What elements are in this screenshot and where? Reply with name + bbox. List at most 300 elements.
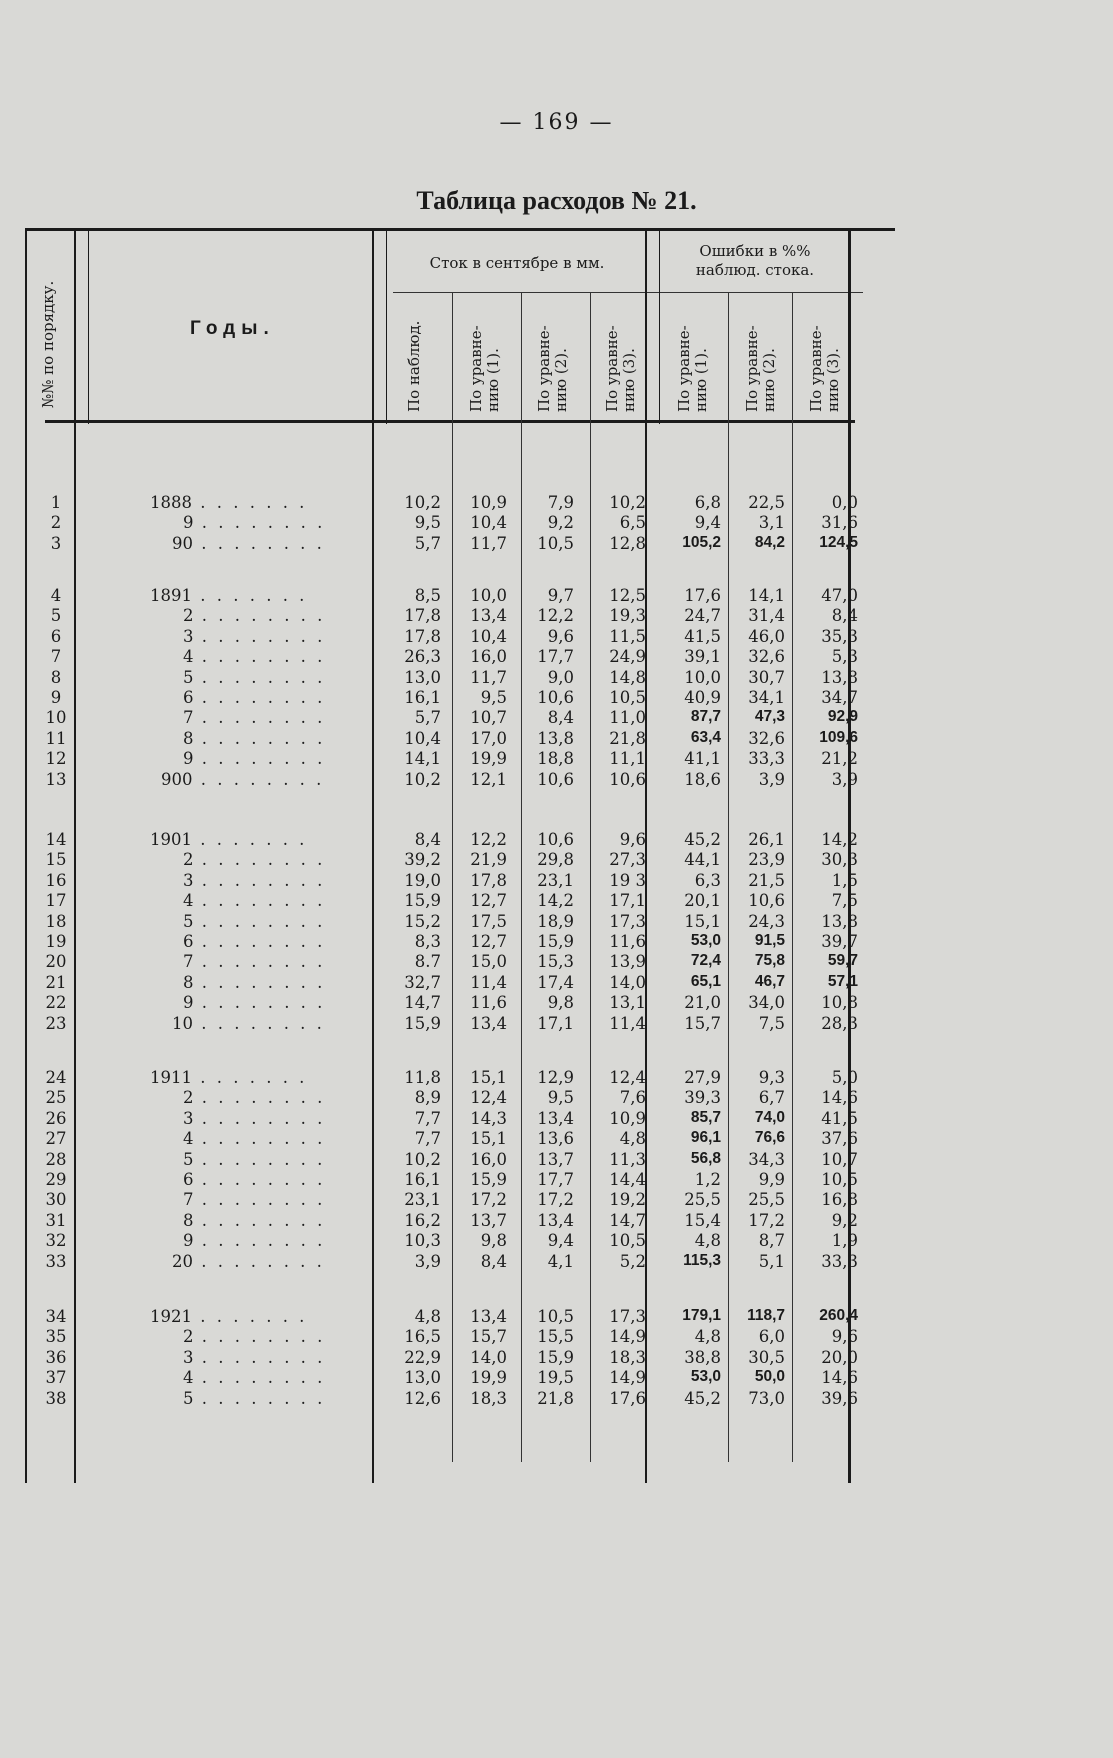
row-number: 26 <box>45 1108 67 1128</box>
value-cell: 5,7 <box>414 533 441 553</box>
leader-dots: . . . . . . . <box>192 1068 308 1087</box>
value-cell: 9,6 <box>831 1327 858 1347</box>
value-cell: 11,5 <box>609 626 646 646</box>
table-row <box>0 1211 1113 1231</box>
value-cell: 32,6 <box>748 647 785 667</box>
value-cell: 18,8 <box>537 749 574 769</box>
row-number: 23 <box>45 1013 67 1033</box>
header-eq2-error-b: нию (2). <box>760 348 779 412</box>
row-year <box>150 1252 382 1271</box>
value-cell: 31,6 <box>821 513 858 533</box>
row-year <box>150 830 360 849</box>
value-cell: 21,9 <box>470 850 507 870</box>
row-year <box>150 1109 393 1128</box>
year-label: 6 <box>183 932 194 951</box>
value-cell: 8,4 <box>547 708 574 728</box>
year-label: 90 <box>172 533 193 553</box>
value-cell: 17,3 <box>609 1307 646 1326</box>
year-label: 2 <box>183 606 194 626</box>
value-cell: 8.7 <box>414 952 441 972</box>
year-label: 1921 <box>150 1307 192 1326</box>
row-year <box>150 627 393 646</box>
value-cell: 3,1 <box>758 513 785 533</box>
value-cell: 10,5 <box>609 688 646 707</box>
value-cell: 12,6 <box>404 1388 441 1408</box>
value-cell: 13,7 <box>537 1149 574 1169</box>
value-cell: 72,4 <box>690 952 721 970</box>
value-cell: 29,8 <box>537 850 574 870</box>
header-eq3-error-b: нию (3). <box>824 348 843 412</box>
value-cell: 19 3 <box>609 870 646 890</box>
row-year <box>150 586 360 605</box>
row-year <box>150 668 393 687</box>
row-year <box>150 1150 393 1169</box>
header-eq1-error-a: По уравне- <box>675 325 693 412</box>
value-cell: 39,6 <box>821 1388 858 1408</box>
value-cell: 9,7 <box>547 586 574 605</box>
value-cell: 12,7 <box>470 891 507 911</box>
value-cell: 13,4 <box>470 606 507 626</box>
value-cell: 15,9 <box>404 891 441 911</box>
value-cell: 21,8 <box>609 728 646 748</box>
value-cell: 4,1 <box>547 1251 574 1271</box>
row-year <box>150 973 393 992</box>
table-row <box>0 871 1113 891</box>
value-cell: 56,8 <box>690 1149 721 1167</box>
value-cell: 75,8 <box>754 952 785 970</box>
row-year <box>150 1211 393 1230</box>
value-cell: 118,7 <box>747 1307 785 1324</box>
header-runoff-group: Сток в сентябре в мм. <box>429 254 605 272</box>
table-row <box>0 1068 1113 1088</box>
row-year <box>150 1368 393 1387</box>
year-label: 3 <box>183 1347 194 1367</box>
header-eq3-error <box>808 325 843 412</box>
row-number: 12 <box>45 749 67 769</box>
value-cell: 16,0 <box>470 1149 507 1169</box>
value-cell: 6,0 <box>758 1327 785 1347</box>
row-number: 6 <box>50 626 62 646</box>
value-cell: 16,1 <box>404 688 441 707</box>
value-cell: 34,0 <box>748 993 785 1013</box>
value-cell: 32,7 <box>404 972 441 992</box>
row-number: 28 <box>45 1149 67 1169</box>
row-number: 35 <box>45 1327 67 1347</box>
table-row <box>0 1170 1113 1190</box>
table-row <box>0 1088 1113 1108</box>
value-cell: 46,0 <box>748 626 785 646</box>
row-year <box>150 912 393 931</box>
value-cell: 124,5 <box>819 533 858 551</box>
row-year <box>150 534 382 553</box>
value-cell: 13,6 <box>537 1129 574 1149</box>
year-label: 9 <box>183 1231 194 1251</box>
year-label: 900 <box>161 769 193 789</box>
row-year <box>150 493 360 512</box>
value-cell: 19,2 <box>609 1190 646 1210</box>
table-row <box>0 668 1113 688</box>
value-cell: 10,5 <box>537 533 574 553</box>
value-cell: 14,4 <box>609 1170 646 1189</box>
year-label: 8 <box>183 1210 194 1230</box>
value-cell: 14,9 <box>609 1368 646 1388</box>
value-cell: 3,9 <box>831 769 858 789</box>
value-cell: 14,1 <box>748 586 785 605</box>
value-cell: 13,4 <box>537 1108 574 1128</box>
value-cell: 45,2 <box>684 1388 721 1408</box>
row-number: 7 <box>50 647 62 667</box>
value-cell: 8,3 <box>414 932 441 951</box>
value-cell: 19,0 <box>404 870 441 890</box>
value-cell: 85,7 <box>690 1108 721 1126</box>
value-cell: 30,7 <box>748 667 785 687</box>
row-number: 8 <box>50 667 62 687</box>
value-cell: 15,9 <box>537 932 574 951</box>
leader-dots: . . . . . . . . <box>193 1013 325 1033</box>
value-cell: 11,7 <box>470 667 507 687</box>
value-cell: 13,7 <box>470 1210 507 1230</box>
value-cell: 65,1 <box>690 972 721 990</box>
value-cell: 14,0 <box>609 972 646 992</box>
leader-dots: . . . . . . . . <box>193 1210 326 1230</box>
value-cell: 84,2 <box>754 533 785 551</box>
leader-dots: . . . . . . . . <box>193 972 326 992</box>
value-cell: 12,8 <box>609 533 646 553</box>
value-cell: 12,7 <box>470 932 507 951</box>
row-number: 13 <box>45 769 67 789</box>
value-cell: 11,4 <box>470 972 507 992</box>
value-cell: 15,9 <box>470 1170 507 1189</box>
value-cell: 45,2 <box>684 830 721 849</box>
leader-dots: . . . . . . . . <box>193 1149 326 1169</box>
leader-dots: . . . . . . . . <box>193 728 326 748</box>
header-eq1-runoff <box>468 325 503 412</box>
value-cell: 47,3 <box>754 708 785 726</box>
value-cell: 41,5 <box>821 1108 858 1128</box>
table-row <box>0 1389 1113 1409</box>
value-cell: 10,6 <box>537 769 574 789</box>
value-cell: 11,6 <box>470 993 507 1013</box>
value-cell: 6,5 <box>619 513 646 533</box>
table-row <box>0 749 1113 769</box>
value-cell: 23,1 <box>537 870 574 890</box>
value-cell: 15,9 <box>404 1013 441 1033</box>
row-number: 24 <box>45 1068 67 1087</box>
value-cell: 16,8 <box>821 1190 858 1210</box>
row-year <box>150 850 393 869</box>
value-cell: 17,4 <box>537 972 574 992</box>
value-cell: 10,9 <box>470 493 507 512</box>
value-cell: 3,9 <box>414 1251 441 1271</box>
value-cell: 15,0 <box>470 952 507 972</box>
value-cell: 21,0 <box>684 993 721 1013</box>
value-cell: 26,1 <box>748 830 785 849</box>
value-cell: 14,2 <box>821 830 858 849</box>
leader-dots: . . . . . . . . <box>193 870 326 890</box>
header-errors-group <box>660 242 850 280</box>
value-cell: 11,0 <box>609 708 646 728</box>
value-cell: 50,0 <box>754 1368 785 1386</box>
table-row <box>0 993 1113 1013</box>
value-cell: 9,4 <box>694 513 721 533</box>
value-cell: 13,0 <box>404 1368 441 1388</box>
year-label: 3 <box>183 870 194 890</box>
value-cell: 4,8 <box>694 1231 721 1251</box>
value-cell: 34,3 <box>748 1149 785 1169</box>
value-cell: 47,0 <box>821 586 858 605</box>
value-cell: 39,1 <box>684 647 721 667</box>
value-cell: 10,7 <box>470 708 507 728</box>
value-cell: 14,9 <box>609 1327 646 1347</box>
value-cell: 5,0 <box>831 1068 858 1087</box>
leader-dots: . . . . . . . . <box>193 626 326 646</box>
value-cell: 16,1 <box>404 1170 441 1189</box>
row-number: 15 <box>45 850 67 870</box>
value-cell: 38,8 <box>684 1347 721 1367</box>
value-cell: 14,7 <box>404 993 441 1013</box>
value-cell: 19,3 <box>609 606 646 626</box>
value-cell: 19,5 <box>537 1368 574 1388</box>
header-eq1-error-b: нию (1). <box>692 348 711 412</box>
value-cell: 10,8 <box>821 993 858 1013</box>
table-row <box>0 1327 1113 1347</box>
year-label: 3 <box>183 626 194 646</box>
year-label: 3 <box>183 1108 194 1128</box>
row-year <box>150 932 393 951</box>
value-cell: 9,2 <box>831 1210 858 1230</box>
table-row <box>0 606 1113 626</box>
table-row <box>0 1368 1113 1388</box>
leader-dots: . . . . . . . . <box>193 647 326 667</box>
year-label: 1888 <box>150 493 192 512</box>
value-cell: 13,1 <box>609 993 646 1013</box>
leader-dots: . . . . . . . . <box>193 749 326 769</box>
value-cell: 7,5 <box>758 1013 785 1033</box>
year-label: 9 <box>183 749 194 769</box>
value-cell: 17,1 <box>609 891 646 911</box>
leader-dots: . . . . . . . . <box>193 932 326 951</box>
value-cell: 46,7 <box>754 972 785 990</box>
table-row <box>0 627 1113 647</box>
value-cell: 28,3 <box>821 1013 858 1033</box>
table-row <box>0 830 1113 850</box>
value-cell: 3,9 <box>758 769 785 789</box>
row-year <box>150 1014 382 1033</box>
header-eq3-runoff-b: нию (3). <box>620 348 639 412</box>
row-year <box>150 993 393 1012</box>
value-cell: 15,1 <box>684 911 721 931</box>
value-cell: 10,2 <box>404 769 441 789</box>
row-year <box>150 513 393 532</box>
value-cell: 1,5 <box>831 870 858 890</box>
header-num: №№ по порядку. <box>39 280 57 408</box>
row-year <box>150 749 393 768</box>
value-cell: 9,4 <box>547 1231 574 1251</box>
table-row <box>0 850 1113 870</box>
value-cell: 15,7 <box>470 1327 507 1347</box>
value-cell: 35,3 <box>821 626 858 646</box>
value-cell: 13,4 <box>537 1210 574 1230</box>
value-cell: 33,3 <box>821 1251 858 1271</box>
value-cell: 9,9 <box>758 1170 785 1189</box>
leader-dots: . . . . . . . . <box>193 688 326 707</box>
value-cell: 105,2 <box>682 533 721 551</box>
year-label: 7 <box>183 708 194 728</box>
value-cell: 34,7 <box>821 688 858 707</box>
value-cell: 57,1 <box>827 972 858 990</box>
value-cell: 18,3 <box>470 1388 507 1408</box>
value-cell: 31,4 <box>748 606 785 626</box>
row-number: 10 <box>45 708 67 728</box>
value-cell: 12,1 <box>470 769 507 789</box>
value-cell: 10,4 <box>404 728 441 748</box>
value-cell: 23,9 <box>748 850 785 870</box>
value-cell: 34,1 <box>748 688 785 707</box>
row-number: 4 <box>50 586 62 605</box>
value-cell: 25,5 <box>748 1190 785 1210</box>
header-eq2-runoff-b: нию (2). <box>552 348 571 412</box>
value-cell: 6,7 <box>758 1088 785 1108</box>
year-label: 4 <box>183 647 194 667</box>
row-number: 22 <box>45 993 67 1013</box>
value-cell: 39,2 <box>404 850 441 870</box>
value-cell: 13,9 <box>609 952 646 972</box>
table-row <box>0 513 1113 533</box>
value-cell: 17,8 <box>404 606 441 626</box>
value-cell: 21,5 <box>748 870 785 890</box>
value-cell: 14,6 <box>821 1088 858 1108</box>
row-year <box>150 1348 393 1367</box>
leader-dots: . . . . . . . . <box>193 1170 326 1189</box>
table-row <box>0 534 1113 554</box>
table-row <box>0 912 1113 932</box>
leader-dots: . . . . . . . . <box>193 1088 326 1108</box>
leader-dots: . . . . . . . . <box>193 708 326 728</box>
row-year <box>150 606 393 625</box>
value-cell: 32,6 <box>748 728 785 748</box>
value-cell: 14,6 <box>821 1368 858 1388</box>
value-cell: 17,6 <box>684 586 721 605</box>
value-cell: 40,9 <box>684 688 721 707</box>
value-cell: 9,8 <box>480 1231 507 1251</box>
value-cell: 9,2 <box>547 513 574 533</box>
value-cell: 10,5 <box>609 1231 646 1251</box>
header-eq1-runoff-b: нию (1). <box>484 348 503 412</box>
table-row <box>0 647 1113 667</box>
table-row <box>0 932 1113 952</box>
header-errors-line2: наблюд. стока. <box>695 260 815 279</box>
value-cell: 13,4 <box>470 1013 507 1033</box>
value-cell: 15,1 <box>470 1068 507 1087</box>
row-year <box>150 1068 360 1087</box>
row-year <box>150 1231 393 1250</box>
value-cell: 10,3 <box>404 1231 441 1251</box>
value-cell: 76,6 <box>754 1129 785 1147</box>
leader-dots: . . . . . . . . <box>193 1347 326 1367</box>
row-number: 11 <box>45 728 67 748</box>
value-cell: 41,5 <box>684 626 721 646</box>
value-cell: 92,9 <box>827 708 858 726</box>
header-years: Годы. <box>190 318 275 339</box>
table-row <box>0 1150 1113 1170</box>
value-cell: 11,8 <box>404 1068 441 1087</box>
value-cell: 17,1 <box>537 1013 574 1033</box>
leader-dots: . . . . . . . <box>192 586 308 605</box>
page-number: — 169 — <box>499 110 614 135</box>
value-cell: 10,6 <box>537 830 574 849</box>
value-cell: 16,2 <box>404 1210 441 1230</box>
value-cell: 9,5 <box>480 688 507 707</box>
year-label: 8 <box>183 972 194 992</box>
value-cell: 53,0 <box>690 932 721 949</box>
leader-dots: . . . . . . . <box>192 830 308 849</box>
row-number: 25 <box>45 1088 67 1108</box>
value-cell: 12,4 <box>609 1068 646 1087</box>
value-cell: 27,9 <box>684 1068 721 1087</box>
leader-dots: . . . . . . . . <box>193 1190 326 1210</box>
leader-dots: . . . . . . . . <box>193 606 326 626</box>
leader-dots: . . . . . . . . <box>193 1327 326 1347</box>
value-cell: 87,7 <box>690 708 721 726</box>
value-cell: 17,2 <box>748 1210 785 1230</box>
value-cell: 15,3 <box>537 952 574 972</box>
value-cell: 30,3 <box>821 850 858 870</box>
value-cell: 0,0 <box>831 493 858 512</box>
value-cell: 73,0 <box>748 1388 785 1408</box>
leader-dots: . . . . . . . . <box>193 993 326 1013</box>
value-cell: 15,7 <box>684 1013 721 1033</box>
table-row <box>0 586 1113 606</box>
table-row <box>0 1231 1113 1251</box>
value-cell: 11,6 <box>609 932 646 951</box>
row-number: 30 <box>45 1190 67 1210</box>
value-cell: 17,6 <box>609 1388 646 1408</box>
value-cell: 22,5 <box>748 493 785 512</box>
value-cell: 13,4 <box>470 1307 507 1326</box>
year-label: 2 <box>183 850 194 870</box>
row-year <box>150 952 393 971</box>
value-cell: 33,3 <box>748 749 785 769</box>
table-row <box>0 952 1113 972</box>
leader-dots: . . . . . . . . <box>193 1251 325 1271</box>
table-row <box>0 493 1113 513</box>
value-cell: 17,8 <box>470 870 507 890</box>
value-cell: 11,1 <box>609 749 646 769</box>
row-year <box>150 1088 393 1107</box>
table-row <box>0 1014 1113 1034</box>
row-number: 2 <box>50 513 62 533</box>
value-cell: 10,4 <box>470 626 507 646</box>
page-title: Таблица расходов № 21. <box>416 186 697 215</box>
row-number: 16 <box>45 870 67 890</box>
value-cell: 10,2 <box>404 493 441 512</box>
value-cell: 13,8 <box>537 728 574 748</box>
value-cell: 9,6 <box>619 830 646 849</box>
row-year <box>150 729 393 748</box>
table-row <box>0 1190 1113 1210</box>
year-label: 7 <box>183 952 194 972</box>
row-number: 33 <box>45 1251 67 1271</box>
value-cell: 11,7 <box>470 533 507 553</box>
value-cell: 10,0 <box>470 586 507 605</box>
value-cell: 17,8 <box>404 626 441 646</box>
value-cell: 7,9 <box>547 493 574 512</box>
year-label: 4 <box>183 891 194 911</box>
value-cell: 10,9 <box>609 1108 646 1128</box>
value-cell: 5,2 <box>619 1251 646 1271</box>
row-number: 1 <box>50 493 62 512</box>
value-cell: 11,3 <box>609 1149 646 1169</box>
